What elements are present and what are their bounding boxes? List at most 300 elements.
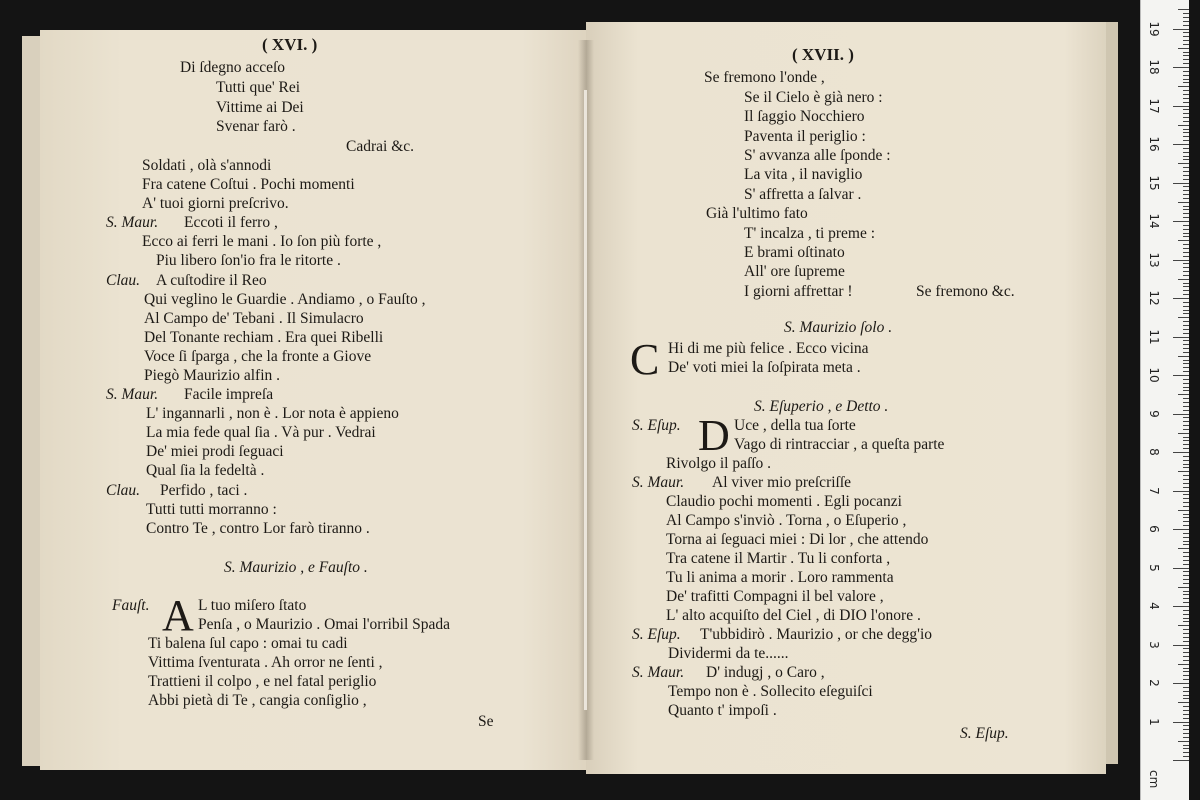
ruler-tick — [1183, 129, 1189, 130]
ruler-tick — [1183, 752, 1189, 753]
ruler-tick — [1173, 491, 1189, 492]
ruler-tick — [1183, 456, 1189, 457]
ruler-tick — [1173, 529, 1189, 530]
ruler-tick — [1183, 641, 1189, 642]
ruler-tick — [1183, 695, 1189, 696]
ruler-tick — [1183, 59, 1189, 60]
ruler-tick — [1178, 548, 1189, 549]
ruler-tick — [1183, 483, 1189, 484]
text-line: S' affretta a ſalvar . — [744, 186, 862, 203]
ruler-tick — [1183, 313, 1189, 314]
ruler-tick — [1178, 163, 1189, 164]
text-line: S' avvanza alle ſponde : — [744, 147, 891, 164]
text-line: La mia fede qual ſia . Và pur . Vedrai — [146, 424, 376, 441]
text-line: Tutti que' Rei — [216, 79, 301, 96]
ruler-tick — [1183, 475, 1189, 476]
ruler-tick — [1173, 452, 1189, 453]
ruler-tick — [1178, 741, 1189, 742]
ruler-number: 16 — [1147, 136, 1161, 152]
ruler-tick — [1183, 398, 1189, 399]
ruler-tick — [1183, 113, 1189, 114]
ruler-tick — [1173, 106, 1189, 107]
ruler-tick — [1183, 348, 1189, 349]
ruler-tick — [1183, 44, 1189, 45]
ruler-tick — [1183, 363, 1189, 364]
catchword: S. Eſup. — [960, 725, 1009, 742]
ruler-tick — [1183, 710, 1189, 711]
speaker-label: Fauſt. — [112, 597, 150, 614]
ruler-tick — [1183, 52, 1189, 53]
speaker-label: S. Eſup. — [632, 417, 681, 434]
text-line: All' ore ſupreme — [744, 263, 845, 280]
text-line: L' ingannarli , non è . Lor nota è appieno — [146, 405, 399, 422]
text-line: Tutti tutti morranno : — [146, 501, 277, 518]
ruler-tick — [1183, 579, 1189, 580]
ruler-tick — [1183, 236, 1189, 237]
measuring-ruler — [1140, 0, 1189, 800]
ruler-tick — [1183, 656, 1189, 657]
text-line: De' miei prodi ſeguaci — [146, 443, 284, 460]
ruler-tick — [1183, 517, 1189, 518]
text-line: Fra catene Coſtui . Pochi momenti — [142, 176, 355, 193]
ruler-tick — [1183, 498, 1189, 499]
ruler-tick — [1183, 117, 1189, 118]
text-line: Svenar farò . — [216, 118, 296, 135]
ruler-tick — [1183, 132, 1189, 133]
ruler-tick — [1183, 506, 1189, 507]
ruler-tick — [1178, 317, 1189, 318]
ruler-tick — [1183, 591, 1189, 592]
binding-thread — [584, 90, 587, 710]
ruler-tick — [1183, 537, 1189, 538]
ruler-number: 7 — [1147, 486, 1161, 495]
ruler-tick — [1183, 390, 1189, 391]
text-line: De' voti miei la ſoſpirata meta . — [668, 359, 861, 376]
ruler-number: 15 — [1147, 174, 1161, 191]
ruler-tick — [1183, 544, 1189, 545]
text-line: Perfido , taci . — [160, 482, 248, 499]
ruler-tick — [1183, 541, 1189, 542]
ruler-tick — [1178, 433, 1189, 434]
ruler-tick — [1183, 737, 1189, 738]
ruler-tick — [1173, 722, 1189, 723]
ruler-tick — [1178, 86, 1189, 87]
page-header: ( XVII. ) — [792, 45, 854, 64]
ruler-tick — [1183, 725, 1189, 726]
ruler-tick — [1183, 571, 1189, 572]
drop-cap: D — [698, 411, 730, 460]
ruler-tick — [1173, 29, 1189, 30]
text-line: Vago di rintracciar , a queſta parte — [734, 436, 945, 453]
text-line: De' trafitti Compagni il bel valore , — [666, 588, 884, 605]
text-line: Al viver mio preſcriſſe — [712, 474, 852, 491]
text-line: Piu libero ſon'io fra le ritorte . — [156, 252, 341, 269]
ruler-number: 8 — [1147, 448, 1161, 456]
ruler-tick — [1183, 660, 1189, 661]
text-line: Di ſdegno acceſo — [180, 59, 286, 76]
ruler-tick — [1183, 387, 1189, 388]
ruler-tick — [1183, 340, 1189, 341]
ruler-tick — [1183, 102, 1189, 103]
ruler-number: 11 — [1147, 328, 1161, 345]
ruler-tick — [1173, 183, 1189, 184]
ruler-tick — [1183, 302, 1189, 303]
ruler-tick — [1173, 760, 1189, 761]
ruler-tick — [1178, 356, 1189, 357]
ruler-number: 17 — [1147, 97, 1161, 114]
ruler-tick — [1173, 683, 1189, 684]
ruler-tick — [1183, 514, 1189, 515]
ruler-tick — [1183, 706, 1189, 707]
ruler-tick — [1183, 294, 1189, 295]
ruler-tick — [1183, 36, 1189, 37]
ruler-tick — [1183, 756, 1189, 757]
text-line: Ti balena ſul capo : omai tu cadi — [148, 635, 348, 652]
ruler-tick — [1183, 175, 1189, 176]
ruler-tick — [1183, 618, 1189, 619]
ruler-tick — [1183, 194, 1189, 195]
ruler-tick — [1183, 333, 1189, 334]
text-line: Già l'ultimo fato — [706, 205, 808, 222]
ruler-tick — [1173, 606, 1189, 607]
ruler-tick — [1173, 414, 1189, 415]
ruler-tick — [1178, 702, 1189, 703]
ruler-tick — [1183, 668, 1189, 669]
drop-cap: C — [630, 335, 660, 384]
ruler-tick — [1183, 233, 1189, 234]
ruler-tick — [1183, 383, 1189, 384]
text-line: A' tuoi giorni preſcrivo. — [142, 195, 289, 212]
ruler-tick — [1183, 464, 1189, 465]
ruler-tick — [1183, 410, 1189, 411]
text-line: Quanto t' impoſi . — [668, 702, 777, 719]
ruler-tick — [1178, 394, 1189, 395]
ruler-tick — [1183, 494, 1189, 495]
text-line: Piegò Maurizio alfin . — [144, 367, 281, 384]
scene-heading: S. Maurizio , e Fauſto . — [224, 559, 368, 576]
ruler-tick — [1183, 140, 1189, 141]
ruler-tick — [1178, 125, 1189, 126]
ruler-tick — [1183, 225, 1189, 226]
ruler-number: 18 — [1147, 59, 1161, 75]
ruler-tick — [1183, 745, 1189, 746]
ruler-tick — [1183, 21, 1189, 22]
ruler-tick — [1183, 63, 1189, 64]
ruler-tick — [1183, 621, 1189, 622]
text-line: Ecco ai ferri le mani . Io ſon più forte , — [142, 233, 382, 250]
ruler-number: 4 — [1147, 602, 1161, 610]
text-line: Cadrai &c. — [346, 138, 415, 155]
ruler-tick — [1178, 202, 1189, 203]
speaker-label: S. Eſup. — [632, 626, 681, 643]
speaker-label: Clau. — [106, 272, 141, 289]
ruler-tick — [1183, 648, 1189, 649]
ruler-tick — [1183, 32, 1189, 33]
ruler-tick — [1183, 610, 1189, 611]
text-line: Torna ai ſeguaci miei : Di lor , che attendo — [666, 531, 929, 548]
text-line: Dividermi da te...... — [668, 645, 789, 662]
ruler-tick — [1183, 502, 1189, 503]
ruler-tick — [1183, 109, 1189, 110]
ruler-number: 5 — [1147, 563, 1161, 572]
catchword: Se — [478, 713, 494, 730]
ruler-tick — [1183, 256, 1189, 257]
ruler-tick — [1183, 248, 1189, 249]
ruler-number: 6 — [1147, 525, 1161, 533]
text-line: T' incalza , ti preme : — [744, 225, 876, 242]
right-page — [586, 22, 1106, 774]
ruler-tick — [1183, 79, 1189, 80]
ruler-tick — [1183, 629, 1189, 630]
speaker-label: S. Maur. — [106, 214, 159, 231]
ruler-tick — [1183, 417, 1189, 418]
ruler-number: 12 — [1147, 290, 1161, 306]
text-line: L tuo miſero ſtato — [198, 597, 307, 614]
ruler-tick — [1178, 9, 1189, 10]
ruler-tick — [1183, 487, 1189, 488]
ruler-tick — [1183, 598, 1189, 599]
text-line: Soldati , olà s'annodi — [142, 157, 272, 174]
ruler-tick — [1183, 267, 1189, 268]
ruler-tick — [1183, 402, 1189, 403]
ruler-tick — [1183, 321, 1189, 322]
ruler-tick — [1183, 687, 1189, 688]
text-line: I giorni affrettar ! — [744, 283, 853, 300]
text-line: Uce , della tua ſorte — [734, 417, 856, 434]
speaker-label: S. Maur. — [632, 474, 685, 491]
text-line: La vita , il naviglio — [744, 166, 863, 183]
ruler-number: 9 — [1147, 409, 1161, 418]
ruler-tick — [1183, 564, 1189, 565]
ruler-tick — [1183, 729, 1189, 730]
text-line: A cuſtodire il Reo — [156, 272, 267, 289]
ruler-tick — [1183, 440, 1189, 441]
ruler-tick — [1183, 179, 1189, 180]
ruler-tick — [1183, 652, 1189, 653]
ruler-tick — [1183, 275, 1189, 276]
ruler-tick — [1178, 48, 1189, 49]
ruler-tick — [1183, 637, 1189, 638]
ruler-tick — [1178, 471, 1189, 472]
text-line: Paventa il periglio : — [744, 128, 866, 145]
ruler-tick — [1183, 213, 1189, 214]
text-line: Qui veglino le Guardie . Andiamo , o Fauſto , — [144, 291, 426, 308]
ruler-tick — [1173, 298, 1189, 299]
ruler-tick — [1173, 221, 1189, 222]
ruler-number: 14 — [1147, 213, 1161, 229]
ruler-tick — [1183, 479, 1189, 480]
text-line: D' indugj , o Caro , — [706, 664, 825, 681]
drop-cap: A — [162, 591, 194, 640]
ruler-tick — [1183, 552, 1189, 553]
ruler-number: 13 — [1147, 251, 1161, 268]
scene-heading: S. Maurizio ſolo . — [784, 319, 893, 336]
ruler-tick — [1183, 379, 1189, 380]
ruler-tick — [1183, 698, 1189, 699]
ruler-tick — [1173, 67, 1189, 68]
ruler-tick — [1183, 198, 1189, 199]
text-line: Vittima ſventurata . Ah orror ne ſenti , — [148, 654, 383, 671]
ruler-tick — [1183, 425, 1189, 426]
ruler-tick — [1183, 583, 1189, 584]
text-line: Contro Te , contro Lor farò tiranno . — [146, 520, 370, 537]
ruler-tick — [1183, 98, 1189, 99]
ruler-tick — [1183, 460, 1189, 461]
ruler-tick — [1183, 437, 1189, 438]
ruler-tick — [1183, 406, 1189, 407]
text-line: Voce ſi ſparga , che la fronte a Giove — [144, 348, 372, 365]
ruler-tick — [1183, 748, 1189, 749]
ruler-tick — [1183, 13, 1189, 14]
ruler-tick — [1183, 448, 1189, 449]
ruler-tick — [1173, 568, 1189, 569]
ruler-tick — [1173, 337, 1189, 338]
ruler-tick — [1183, 209, 1189, 210]
text-line: Qual ſia la fedeltà . — [146, 462, 265, 479]
ruler-tick — [1173, 260, 1189, 261]
ruler-tick — [1183, 136, 1189, 137]
ruler-tick — [1183, 244, 1189, 245]
ruler-tick — [1183, 594, 1189, 595]
ruler-tick — [1178, 625, 1189, 626]
text-line: Trattieni il colpo , e nel fatal periglio — [148, 673, 377, 690]
ruler-tick — [1183, 718, 1189, 719]
ruler-tick — [1183, 25, 1189, 26]
ruler-tick — [1183, 344, 1189, 345]
speaker-label: Clau. — [106, 482, 141, 499]
ruler-tick — [1183, 40, 1189, 41]
text-line: Vittime ai Dei — [216, 99, 304, 116]
ruler-number: 1 — [1147, 717, 1161, 726]
ruler-tick — [1183, 521, 1189, 522]
ruler-tick — [1183, 229, 1189, 230]
ruler-tick — [1183, 190, 1189, 191]
ruler-number: 2 — [1147, 679, 1161, 687]
ruler-tick — [1183, 186, 1189, 187]
ruler-tick — [1183, 290, 1189, 291]
ruler-tick — [1183, 310, 1189, 311]
ruler-tick — [1183, 75, 1189, 76]
ruler-tick — [1183, 206, 1189, 207]
text-line: Abbi pietà di Te , cangia conſiglio , — [148, 692, 367, 709]
ruler-tick — [1183, 421, 1189, 422]
ruler-tick — [1183, 533, 1189, 534]
ruler-tick — [1178, 664, 1189, 665]
ruler-tick — [1183, 156, 1189, 157]
ruler-tick — [1183, 17, 1189, 18]
ruler-tick — [1173, 375, 1189, 376]
text-line: Al Campo de' Tebani . Il Simulacro — [144, 310, 364, 327]
text-line: Se il Cielo è già nero : — [744, 89, 883, 106]
ruler-tick — [1183, 94, 1189, 95]
ruler-tick — [1183, 167, 1189, 168]
text-line: Il ſaggio Nocchiero — [744, 108, 865, 125]
ruler-tick — [1183, 148, 1189, 149]
ruler-tick — [1183, 159, 1189, 160]
text-line: Penſa , o Maurizio . Omai l'orribil Spada — [198, 616, 451, 633]
ruler-tick — [1183, 306, 1189, 307]
text-line: Del Tonante rechiam . Era quei Ribelli — [144, 329, 384, 346]
ruler-tick — [1183, 633, 1189, 634]
ruler-number: 3 — [1147, 640, 1161, 649]
ruler-tick — [1183, 217, 1189, 218]
ruler-tick — [1183, 575, 1189, 576]
ruler-tick — [1173, 144, 1189, 145]
text-line: Claudio pochi momenti . Egli pocanzi — [666, 493, 902, 510]
ruler-tick — [1183, 691, 1189, 692]
ruler-tick — [1178, 587, 1189, 588]
ruler-tick — [1183, 171, 1189, 172]
text-line: Facile impreſa — [184, 386, 274, 403]
ruler-tick — [1178, 510, 1189, 511]
ruler-tick — [1183, 556, 1189, 557]
text-line: Hi di me più felice . Ecco vicina — [668, 340, 869, 357]
ruler-tick — [1178, 240, 1189, 241]
text-line: Tra catene il Martir . Tu li conforta , — [666, 550, 891, 567]
left-page — [40, 30, 588, 770]
text-line: E brami oſtinato — [744, 244, 845, 261]
ruler-tick — [1183, 733, 1189, 734]
ruler-tick — [1183, 367, 1189, 368]
ruler-tick — [1183, 614, 1189, 615]
text-line: Tempo non è . Sollecito eſeguiſci — [668, 683, 873, 700]
ruler-tick — [1183, 444, 1189, 445]
ruler-tick — [1183, 152, 1189, 153]
text-line: T'ubbidirò . Maurizio , or che degg'io — [700, 626, 933, 643]
text-line: Se fremono l'onde , — [704, 69, 825, 86]
ruler-tick — [1183, 82, 1189, 83]
ruler-tick — [1183, 263, 1189, 264]
text-line: Tu li anima a morir . Loro rammenta — [666, 569, 894, 586]
ruler-tick — [1183, 560, 1189, 561]
text-line: Eccoti il ferro , — [184, 214, 278, 231]
ruler-tick — [1183, 283, 1189, 284]
ruler-tick — [1183, 714, 1189, 715]
text-line: Rivolgo il paſſo . — [666, 455, 772, 472]
ruler-tick — [1173, 645, 1189, 646]
ruler-tick — [1183, 429, 1189, 430]
ruler-tick — [1183, 121, 1189, 122]
ruler-tick — [1178, 279, 1189, 280]
ruler-tick — [1183, 675, 1189, 676]
speaker-label: S. Maur. — [106, 386, 159, 403]
ruler-tick — [1183, 679, 1189, 680]
ruler-tick — [1183, 602, 1189, 603]
ruler-number: 10 — [1147, 367, 1161, 383]
text-line: Se fremono &c. — [916, 283, 1015, 300]
ruler-tick — [1183, 252, 1189, 253]
page-header: ( XVI. ) — [262, 35, 318, 54]
ruler-tick — [1183, 371, 1189, 372]
ruler-tick — [1183, 352, 1189, 353]
speaker-label: S. Maur. — [632, 664, 685, 681]
ruler-tick — [1183, 467, 1189, 468]
text-line: Al Campo s'inviò . Torna , o Eſuperio , — [666, 512, 907, 529]
scene-heading: S. Eſuperio , e Detto . — [754, 398, 889, 415]
ruler-unit: cm — [1147, 770, 1161, 789]
ruler-tick — [1183, 325, 1189, 326]
text-line: L' alto acquiſto del Ciel , di DIO l'onore . — [666, 607, 921, 624]
ruler-tick — [1183, 286, 1189, 287]
ruler-tick — [1183, 360, 1189, 361]
ruler-tick — [1183, 671, 1189, 672]
ruler-tick — [1183, 329, 1189, 330]
ruler-number: 19 — [1147, 20, 1161, 37]
ruler-tick — [1183, 271, 1189, 272]
ruler-tick — [1183, 525, 1189, 526]
ruler-tick — [1183, 55, 1189, 56]
ruler-tick — [1183, 71, 1189, 72]
